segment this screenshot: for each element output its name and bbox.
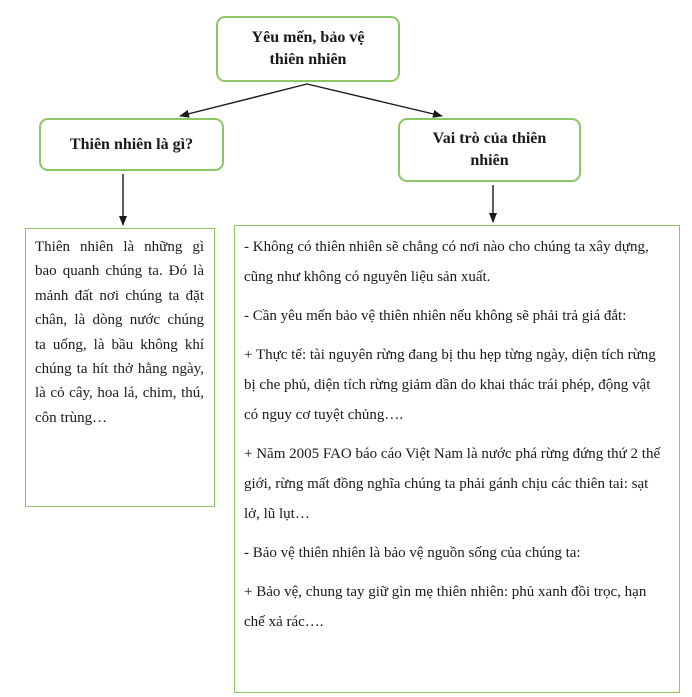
root-node-label: Yêu mến, bảo vệ thiên nhiên (251, 29, 365, 68)
role-point: - Không có thiên nhiên sẽ chẳng có nơi nào cho chúng ta xây dựng, cũng như không có nguyên liệu sản xuất. (244, 239, 649, 285)
arrow-root-to-left (180, 84, 307, 116)
arrow-root-to-right (307, 84, 442, 116)
definition-text: Thiên nhiên là những gì bao quanh chúng ta. Đó là mảnh đất nơi chúng ta đặt chân, là dòng nước chúng ta uống, là bầu không khí chúng ta hít thở hằng ngày, là cỏ cây, hoa lá, chim, thú, côn trùng… (35, 239, 204, 426)
branch-node-what-is-nature (39, 118, 224, 171)
branch-label: Vai trò của thiên nhiên (432, 130, 547, 169)
role-point: + Năm 2005 FAO báo cáo Việt Nam là nước phá rừng đứng thứ 2 thế giới, rừng mất đồng nghĩa chúng ta phải gánh chịu các thiên tai: sạt lở, lũ lụt… (244, 446, 661, 522)
branch-node-role-of-nature (398, 118, 581, 182)
role-details-box (234, 225, 680, 693)
role-point: + Bảo vệ, chung tay giữ gìn mẹ thiên nhiên: phủ xanh đồi trọc, hạn chế xả rác…. (244, 584, 647, 630)
definition-box (25, 228, 215, 507)
root-node (216, 16, 400, 82)
role-point: - Bảo vệ thiên nhiên là bảo vệ nguồn sống của chúng ta: (244, 545, 581, 561)
role-point: - Cần yêu mến bảo vệ thiên nhiên nếu không sẽ phải trả giá đắt: (244, 308, 627, 324)
role-point: + Thực tế: tài nguyên rừng đang bị thu hẹp từng ngày, diện tích rừng bị che phủ, diện tích rừng giảm dần do khai thác trái phép, động vật có nguy cơ tuyệt chủng…. (244, 347, 656, 423)
branch-label: Thiên nhiên là gì? (69, 135, 194, 153)
